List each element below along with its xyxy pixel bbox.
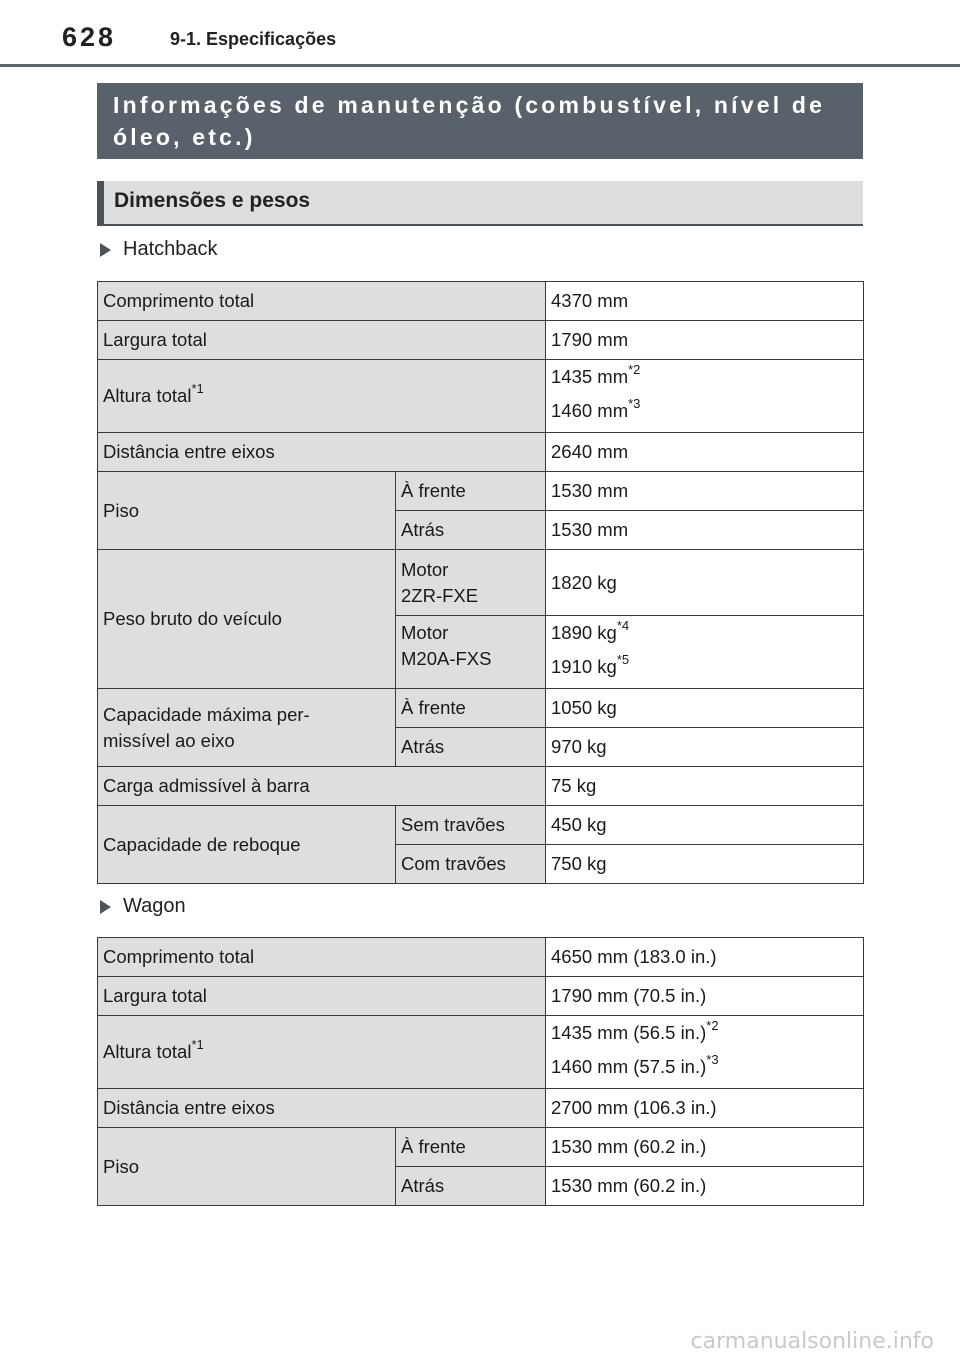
row-value: 1530 mm (60.2 in.) <box>546 1128 864 1167</box>
footnote-ref: *1 <box>191 380 204 396</box>
table-row <box>98 433 864 472</box>
value-line <box>551 651 858 680</box>
table-row <box>98 1016 864 1089</box>
table-row <box>98 1128 864 1167</box>
triangle-bullet-icon <box>100 900 111 914</box>
row-value: 1530 mm (60.2 in.) <box>546 1167 864 1206</box>
table-row <box>98 360 864 433</box>
row-value: 1820 kg <box>546 550 864 616</box>
subsection-heading <box>97 181 863 226</box>
row-label-text: Altura total <box>103 385 192 406</box>
row-sublabel: Atrás <box>396 511 546 550</box>
row-sublabel: À frente <box>396 689 546 728</box>
sublabel-line: Motor <box>401 558 449 580</box>
value-text: 1460 mm <box>551 400 629 421</box>
row-value <box>546 1016 864 1089</box>
row-sublabel <box>396 616 546 689</box>
triangle-bullet-icon <box>100 243 111 257</box>
row-value <box>546 616 864 689</box>
wagon-heading-label: Wagon <box>123 895 186 917</box>
row-sublabel: À frente <box>396 1128 546 1167</box>
table-row <box>98 1089 864 1128</box>
wagon-heading <box>100 895 186 918</box>
value-line <box>551 617 858 646</box>
page-number: 628 <box>62 22 117 52</box>
row-value <box>546 360 864 433</box>
row-sublabel <box>396 550 546 616</box>
row-label: Largura total <box>98 321 546 360</box>
footnote-ref: *3 <box>628 395 641 411</box>
value-line <box>551 1017 858 1046</box>
footnote-ref: *4 <box>616 617 630 633</box>
row-sublabel: Atrás <box>396 728 546 767</box>
table-row <box>98 689 864 728</box>
table-row <box>98 282 864 321</box>
table-row <box>98 321 864 360</box>
row-value: 1790 mm (70.5 in.) <box>546 977 864 1016</box>
value-text: 1460 mm (57.5 in.) <box>551 1056 707 1077</box>
row-sublabel: À frente <box>396 472 546 511</box>
table-row <box>98 550 864 616</box>
row-value: 750 kg <box>546 845 864 884</box>
table-row <box>98 472 864 511</box>
row-label: Peso bruto do veículo <box>98 550 396 689</box>
row-label: Capacidade de reboque <box>98 806 396 884</box>
value-line <box>551 1051 858 1080</box>
value-line <box>551 395 858 424</box>
table-row <box>98 977 864 1016</box>
footnote-ref: *1 <box>191 1036 204 1052</box>
page-header <box>0 0 960 68</box>
section-label: 9-1. Especificações <box>170 29 337 49</box>
row-sublabel: Atrás <box>396 1167 546 1206</box>
value-text: 1890 kg <box>551 622 617 643</box>
label-line: Capacidade máxima per- <box>103 703 310 725</box>
row-value: 4650 mm (183.0 in.) <box>546 938 864 977</box>
footnote-ref: *2 <box>706 1017 719 1033</box>
row-value: 450 kg <box>546 806 864 845</box>
row-sublabel: Sem travões <box>396 806 546 845</box>
row-label <box>98 360 546 433</box>
value-text: 1435 mm (56.5 in.) <box>551 1022 707 1043</box>
label-line: missível ao eixo <box>103 729 235 751</box>
row-value: 970 kg <box>546 728 864 767</box>
row-value: 2640 mm <box>546 433 864 472</box>
row-label: Distância entre eixos <box>98 1089 546 1128</box>
table-row <box>98 767 864 806</box>
table-row <box>98 806 864 845</box>
sublabel-line: 2ZR-FXE <box>401 584 479 606</box>
value-line <box>551 361 858 390</box>
row-sublabel: Com travões <box>396 845 546 884</box>
sublabel-line: Motor <box>401 622 449 643</box>
row-value: 1530 mm <box>546 472 864 511</box>
row-value: 1790 mm <box>546 321 864 360</box>
wagon-spec-table <box>97 937 864 1206</box>
row-label: Carga admissível à barra <box>98 767 546 806</box>
row-label <box>98 689 396 767</box>
footnote-ref: *2 <box>628 361 641 377</box>
row-value: 75 kg <box>546 767 864 806</box>
footnote-ref: *5 <box>616 651 630 667</box>
row-value: 1050 kg <box>546 689 864 728</box>
row-label: Comprimento total <box>98 282 546 321</box>
subsection-title: Dimensões e pesos <box>114 189 311 212</box>
footnote-ref: *3 <box>706 1051 719 1067</box>
row-value: 4370 mm <box>546 282 864 321</box>
subsection-accent-bar <box>97 181 104 224</box>
watermark-text: carmanualsonline.info <box>690 1329 934 1354</box>
row-label: Comprimento total <box>98 938 546 977</box>
row-label: Piso <box>98 472 396 550</box>
hatchback-heading <box>100 238 218 261</box>
chapter-banner <box>97 83 863 159</box>
row-value: 1530 mm <box>546 511 864 550</box>
row-label-text: Altura total <box>103 1041 192 1062</box>
sublabel-line: M20A-FXS <box>401 648 492 669</box>
hatchback-heading-label: Hatchback <box>123 238 218 260</box>
row-label: Distância entre eixos <box>98 433 546 472</box>
row-label: Piso <box>98 1128 396 1206</box>
value-text: 1910 kg <box>551 656 617 677</box>
table-row <box>98 938 864 977</box>
value-text: 1435 mm <box>551 366 629 387</box>
hatchback-spec-table <box>97 281 864 884</box>
chapter-title: Informações de manutenção (combustível, nível de óleo, etc.) <box>113 92 826 150</box>
row-label <box>98 1016 546 1089</box>
row-value: 2700 mm (106.3 in.) <box>546 1089 864 1128</box>
header-divider <box>0 64 960 67</box>
row-label: Largura total <box>98 977 546 1016</box>
